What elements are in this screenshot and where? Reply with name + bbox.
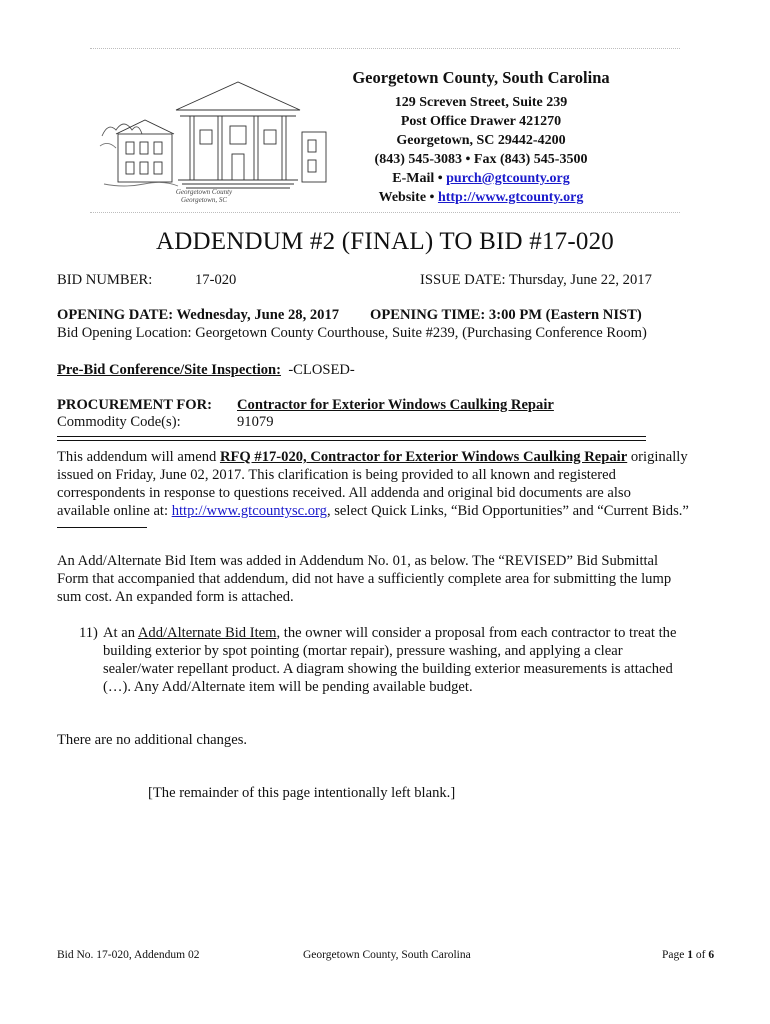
procurement-label: PROCUREMENT FOR: [57, 397, 212, 413]
county-name: Georgetown County, South Carolina [352, 68, 610, 87]
logo-caption-line-1: Georgetown County [175, 188, 233, 196]
amend-line-4-suffix: , select Quick Links, “Bid Opportunities” and “Current Bids.” [326, 503, 689, 519]
no-changes-text: There are no additional changes. [57, 732, 248, 748]
header-divider [90, 212, 680, 213]
add-alternate-line-1: An Add/Alternate Bid Item was added in Addendum No. 01, as below. The “REVISED” Bid Submittal [57, 553, 659, 569]
amend-line-1 [57, 448, 727, 466]
bid-number-label: BID NUMBER: [57, 272, 153, 288]
item-11-line-1-suffix: , the owner will consider a proposal from each contractor to treat the [276, 625, 677, 641]
address-line-3: Georgetown, SC 29442-4200 [396, 133, 566, 148]
logo-caption [164, 188, 244, 204]
amend-line-4 [57, 502, 727, 520]
item-11-line-3: sealer/water repellant product. A diagram showing the building exterior measurements is attached [103, 661, 673, 677]
issue-date: ISSUE DATE: Thursday, June 22, 2017 [420, 272, 652, 288]
rfq-reference: RFQ #17-020, Contractor for Exterior Windows Caulking Repair [219, 449, 628, 465]
page-current: 1 [687, 949, 693, 961]
page-prefix: Page [662, 949, 688, 961]
logo-caption-line-2: Georgetown, SC [180, 196, 228, 204]
footer-page-number [662, 949, 714, 961]
item-11-line-2: building exterior by spot pointing (mortar repair), pressure washing, and applying a clear [103, 643, 623, 659]
amend-line-1-suffix: originally [627, 449, 688, 465]
item-11-text [103, 624, 723, 696]
add-alternate-paragraph [57, 552, 727, 606]
website-line [331, 188, 631, 207]
blank-page-notice: [The remainder of this page intentionally left blank.] [148, 785, 456, 801]
website-link[interactable]: http://www.gtcounty.org [437, 190, 584, 205]
opening-date: OPENING DATE: Wednesday, June 28, 2017 [57, 307, 340, 323]
footer-center: Georgetown County, South Carolina [303, 949, 471, 961]
procurement-value: Contractor for Exterior Windows Caulking Repair [237, 397, 554, 413]
commodity-value: 91079 [237, 414, 274, 430]
add-alternate-line-3: sum cost. An expanded form is attached. [57, 589, 294, 605]
footer-left: Bid No. 17-020, Addendum 02 [57, 949, 200, 961]
amend-line-3: correspondents in response to questions received. All addenda and original bid documents are also [57, 485, 631, 501]
page-total: 6 [708, 949, 715, 961]
phone-fax: (843) 545-3083 • Fax (843) 545-3500 [374, 152, 588, 167]
commodity-label: Commodity Code(s): [57, 414, 181, 430]
add-alternate-bid-item: Add/Alternate Bid Item [137, 625, 277, 641]
courthouse-logo [98, 76, 330, 206]
email-line [331, 169, 631, 188]
item-11-line-1 [103, 624, 723, 642]
courthouse-drawing-icon [98, 76, 330, 206]
item-11-prefix: At an [103, 625, 138, 641]
amend-paragraph [57, 448, 727, 520]
email-link[interactable]: purch@gtcounty.org [446, 171, 570, 186]
top-divider [90, 48, 680, 49]
item-11-number: 11) [79, 625, 98, 641]
prebid-value: -CLOSED- [281, 362, 355, 378]
prebid-label: Pre-Bid Conference/Site Inspection: [57, 362, 282, 378]
bid-number-value: 17-020 [195, 272, 237, 288]
double-divider [57, 436, 646, 441]
short-rule [57, 527, 147, 528]
address-line-1: 129 Screven Street, Suite 239 [394, 95, 568, 110]
page-title: ADDENDUM #2 (FINAL) TO BID #17-020 [156, 228, 614, 255]
email-label: E-Mail • [392, 171, 447, 186]
website-label: Website • [378, 190, 438, 205]
prebid-conference [57, 361, 355, 379]
gtcountysc-link[interactable]: http://www.gtcountysc.org [171, 503, 327, 519]
opening-time: OPENING TIME: 3:00 PM (Eastern NIST) [370, 307, 642, 323]
amend-line-2: issued on Friday, June 02, 2017. This clarification is being provided to all known and registered [57, 467, 616, 483]
address-line-2: Post Office Drawer 421270 [400, 114, 562, 129]
add-alternate-line-2: Form that accompanied that addendum, did not have a sufficiently complete area for submitting the lump [57, 571, 672, 587]
bid-opening-location: Bid Opening Location: Georgetown County Courthouse, Suite #239, (Purchasing Conference Room) [57, 325, 647, 341]
page-of: of [692, 949, 709, 961]
item-11-line-4: (…). Any Add/Alternate item will be pending available budget. [103, 679, 473, 695]
amend-line-4-prefix: available online at: [57, 503, 172, 519]
amend-prefix: This addendum will amend [57, 449, 220, 465]
